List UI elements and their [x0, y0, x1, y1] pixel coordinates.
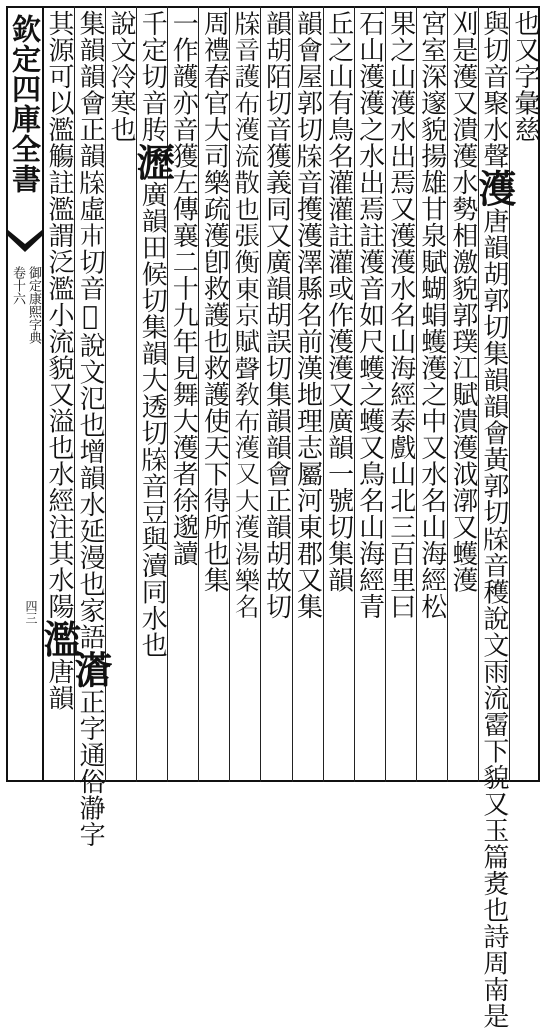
column-text — [417, 10, 447, 620]
column-text — [448, 10, 478, 593]
column-text — [510, 10, 540, 143]
text-columns — [44, 6, 540, 782]
column-text — [137, 10, 167, 658]
column-text-post: 廣韻田候切集韻大透切𤗊音豆與瀆同水也 — [137, 181, 167, 658]
column-text — [44, 10, 74, 711]
book-title: 欽定四庫全書 — [8, 14, 42, 194]
head-character: 濫 — [37, 620, 82, 659]
column-text-post: 唐韻 — [44, 658, 74, 711]
column-text — [293, 10, 323, 620]
volume-number: 卷十六 — [10, 266, 24, 416]
column-text-pre: 集韻韻會正韻𤗊虛𠥽切音𤶾說文氾也增韻水延漫也家語 — [75, 10, 105, 650]
text-column — [354, 6, 385, 782]
head-character: 濩 — [472, 169, 517, 208]
column-text-pre: 韻胡陌切音獲義同又廣韻胡誤切集韻韻會正韻胡故切 — [261, 10, 291, 620]
column-text-pre: 其源可以濫觴註濫謂泛濫小流貌又溢也水經注其水陽 — [44, 10, 74, 620]
page-number: 四三 — [12, 600, 38, 624]
text-column — [385, 6, 416, 782]
text-column — [229, 6, 260, 782]
column-text-pre: 周禮春官大司樂疏濩卽救護也救護使天下得所也集 — [199, 10, 229, 593]
text-column — [416, 6, 447, 782]
column-text — [230, 10, 260, 620]
column-text-pre: 𤗊音護布濩流散也張衡東京賦聲教布濩又大濩湯樂名 — [230, 10, 260, 620]
text-column — [198, 6, 229, 782]
text-column — [292, 6, 323, 782]
column-text-pre: 韻會屋郭切𤗊音擭濩澤縣名前漢地理志屬河東郡又集 — [293, 10, 323, 620]
column-text-pre: 說文冷寒也 — [106, 10, 136, 143]
column-text-pre: 宮室深邃貌揚雄甘泉賦蝴蜎蠖濩之中又水名山海經松 — [417, 10, 447, 620]
text-column — [44, 6, 74, 782]
fishtail-ornament — [6, 228, 44, 254]
column-text — [324, 10, 354, 593]
volume-book-name: 御定康熙字典 — [26, 266, 40, 416]
head-character: 濸 — [68, 650, 113, 689]
column-text — [106, 10, 136, 143]
column-text — [168, 10, 198, 567]
text-column — [478, 6, 509, 782]
text-column — [260, 6, 291, 782]
column-text-pre: 一作頀亦音獲左傳襄二十九年見舞大濩者徐邈讀 — [168, 10, 198, 567]
text-column — [323, 6, 354, 782]
column-text — [199, 10, 229, 593]
column-text-pre: 刈是濩又潰濩水勢相激貌郭璞江賦潰濩泧漷又蠖濩 — [448, 10, 478, 593]
column-text-pre: 丘之山有鳥名灌灌註灌或作濩濩又廣韻一號切集韻 — [324, 10, 354, 593]
column-text — [261, 10, 291, 620]
text-column — [167, 6, 198, 782]
column-text-pre: 千定切音䏝 — [137, 10, 167, 143]
column-text — [479, 10, 509, 1029]
column-text-post: 唐韻胡郭切集韻韻會黃郭切𤗊音穫說文雨流霤下貌又玉篇煑也詩周南是 — [479, 208, 509, 1029]
text-column — [74, 6, 105, 782]
column-text — [386, 10, 416, 620]
text-column — [447, 6, 478, 782]
head-character: 瀝 — [130, 143, 175, 182]
column-text — [355, 10, 385, 620]
text-column — [136, 6, 167, 782]
column-text-post: 正字通俗瀞字 — [75, 689, 105, 848]
volume-label — [10, 266, 40, 416]
column-text-pre: 果之山濩水出焉又濩濩水名山海經泰戲山北三百里曰 — [386, 10, 416, 620]
column-text-pre: 也又字彙慈 — [510, 10, 540, 143]
column-text-pre: 石山濩濩之水出焉註濩音如尺蠖之蠖又鳥名山海經青 — [355, 10, 385, 620]
column-text-pre: 與切音聚水聲 — [479, 10, 509, 169]
column-text — [75, 10, 105, 848]
text-column — [509, 6, 540, 782]
